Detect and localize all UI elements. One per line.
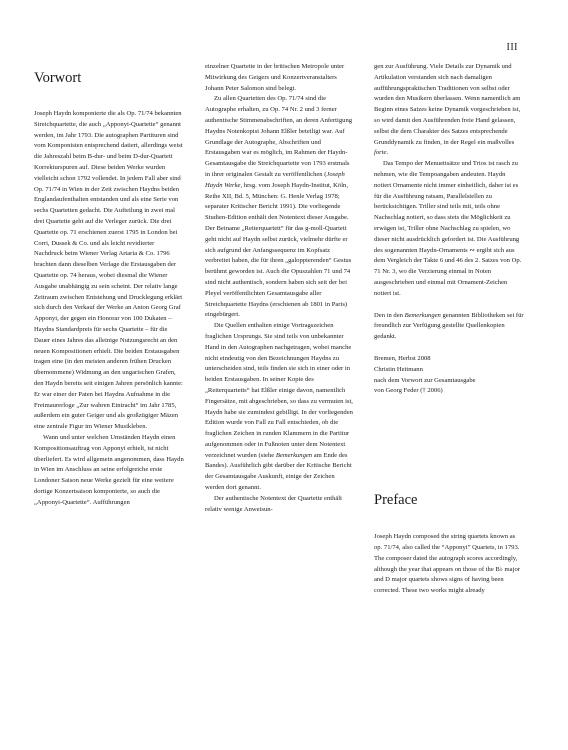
preface-title: Preface <box>374 492 418 509</box>
vorwort-title: Vorwort <box>34 70 82 86</box>
paragraph: einzelner Quartette in der britischen Metropole unter Mitwirkung des Geigers und Konzertveranstalters Johann Peter Salomon sind belegt. <box>205 63 345 92</box>
paragraph: Die Quellen enthalten einige Vortragszeichen fraglichen Ursprungs. Sie sind teils von unbekannter Hand in den Autographen nachgetragen, wobei manche nicht eindeutig von den Bezeichnungen Haydns zu unterscheiden sind, teils finden sie sich in einer oder in beiden Erstausgaben. In seiner Kopie des „Reiterquartetts“ hat Elßler einige davon, namentlich Fingersätze, mit abgeschrieben, so dass zu vermuten ist, Haydn habe sie zumindest gebilligt. In der vorliegenden Edition wurde von Fall zu Fall entschieden, ob die fraglichen Zeichen in runden Klammern in die Partitur aufgenommen oder in Fußnoten unter dem Notentext verzeichnet wurden (siehe Bemerkungen am Ende des Bandes). Ausführlich gibt darüber der Kritische Bericht der Gesamtausgabe Auskunft, einige der Zeichen werden dort genannt. <box>205 322 353 492</box>
paragraph: Das Tempo der Menuettsätze und Trios ist rasch zu nehmen, wie die Tempoangaben andeuten. Haydn notiert Ornamente nicht immer einheitlich, daher ist es für die Ausführung ratsam, Parallelstellen zu berücksichtigen. Triller sind teils mit, teils ohne Nachschlag notiert, so dass stets die Möglichkeit zu erwägen ist, Triller ohne Nachschlag zu spielen, wo dieser nicht ausdrücklich gefordert ist. Die Ausführung des sogenannten Haydn-Ornaments ∾ ergibt sich aus dem Vergleich der Takte 6 und 46 des 2. Satzes von Op. 71 Nr. 3, wo die Verzierung einmal in Noten ausgeschrieben und einmal mit Ornament-Zeichen notiert ist. <box>374 160 522 297</box>
signature-line: von Georg Feder († 2006) <box>374 387 443 395</box>
signature-line: Christin Heitmann <box>374 365 423 373</box>
paragraph: gen zur Ausführung. Viele Details zur Dynamik und Artikulation verstanden sich nach damaligen aufführungspraktischen Traditionen von selbst oder wurden den Musikern überlassen. Wenn namentlich am Beginn eines Satzes keine Dynamik vorgeschrieben ist, so wird damit den Ausführenden freie Hand gelassen, selbst die dem Charakter des Satzes entsprechende Grunddynamik zu finden, in der Regel ein maßvolles forte. <box>374 63 521 157</box>
paragraph: Der authentische Notentext der Quartette enthält relativ wenige Anweisun- <box>205 494 342 513</box>
column-2 <box>205 62 355 515</box>
signature-line: nach dem Vorwort zur Gesamtausgabe <box>374 376 476 384</box>
thanks-paragraph: Den in den Bemerkungen genannten Bibliotheken sei für freundlich zur Verfügung gestellte Quellenkopien gedankt. <box>374 311 524 341</box>
column-3 <box>374 62 524 597</box>
column-1-text <box>34 109 184 508</box>
column-1 <box>34 62 184 508</box>
signature-line: Bremen, Herbst 2008 <box>374 354 431 362</box>
paragraph: Joseph Haydn komponierte die als Op. 71/74 bekannten Streichquartette, die auch „Apponyi-Quartette“ genannt werden, im Jahr 1793. Die autographen Partituren sind vom Komponisten entsprechend datiert, allerdings weist die Jahreszahl beim B-dur- und beim D-dur-Quartett Korrekturspuren auf. Diese beiden Werke wurden vielleicht schon 1792 vollendet. In jedem Fall aber sind Op. 71/74 in Wien in der Zeit zwischen Haydns beiden Englandaufenthalten entstanden und als eine Serie von sechs Quartetten gedacht. Die Aufteilung in zwei mal drei Quartette geht auf die Verleger zurück. Die drei Quartette op. 71 erschienen zuerst 1795 in London bei Corri, Dussek & Co. und als leicht revidierter Nachdruck beim Wiener Verlag Artaria & Co. 1796 brachten dann dieselben Verlage die Erstausgaben der Quartette op. 74 heraus, wobei diesmal die Wiener Ausgabe unabhängig zu sein scheint. Der relativ lange Zeitraum zwischen Entstehung und Drucklegung erklärt sich durch den Verkauf der Werke an Anton Georg Graf Apponyi, der gegen ein Honorar von 100 Dukaten – Haydns Standardpreis für sechs Quartette – für die Dauer eines Jahres das alleinige Nutzungsrecht an den neuen Kompositionen erhielt. Die beiden Erstausgaben tragen eine (in den meisten anderen frühen Drucken übernommene) Widmung an den ungarischen Grafen, den Haydn bereits seit einigen Jahren persönlich kannte: Er war einer der Paten bei Haydns Aufnahme in die Freimaurerloge „Zur wahren Eintracht“ im Jahr 1785, außerdem ein guter Geiger und als großzügiger Mäzen eine zentrale Figur im Wiener Musikleben. <box>34 110 183 431</box>
preface-paragraph: Joseph Haydn composed the string quartets known as op. 71/74, also called the “Apponyi” Quartets, in 1793. The composer dated the autograph scores accordingly, although the year that appears on those of the B♭ major and D major quartets shows signs of having been corrected. These two works might already <box>374 533 520 595</box>
paragraph: Wann und unter welchen Umständen Haydn einen Kompositionsauftrag von Apponyi erhielt, ist nicht überliefert. Es wird allgemein angenommen, dass Haydn in Wien im Anschluss an seine erfolgreiche erste Londoner Saison neue Werke gezielt für eine weitere dortige Konzertsaison komponierte, so auch die „Apponyi-Quartette“. Aufführungen <box>34 433 184 506</box>
signature-block <box>374 354 524 397</box>
page-number: III <box>506 42 518 53</box>
paragraph: Zu allen Quartetten des Op. 71/74 sind die Autographe erhalten, zu Op. 74 Nr. 2 und 3 ferner authentische Stimmenabschriften, an deren Anfertigung Haydns Notenkopist Johann Elßler beteiligt war. Auf Grundlage der Autographe, Abschriften und Erstausgaben war es möglich, im Rahmen der Haydn-Gesamtausgabe die Streichquartette von 1793 erstmals in ihrer originalen Gestalt zu veröffentlichen (Joseph Haydn Werke, hrsg. vom Joseph Haydn-Institut, Köln, Reihe XII, Bd. 5, München: G. Henle Verlag 1978; separater Kritischer Bericht 1991). Die vorliegende Studien-Edition enthält den Notentext dieser Ausgabe. Der Beiname „Reiterquartett“ für das g-moll-Quartett geht nicht auf Haydn selbst zurück, vielmehr dürfte er sich aufgrund der Anfangssequenz im Kopfsatz verbreitet haben, die für ihren „galoppierenden“ Gestus berühmt geworden ist. Auch die Opuszahlen 71 und 74 sind nicht authentisch, sondern haben sich seit der bei Pleyel veröffentlichten Gesamtausgabe aller Streichquartette Haydns (erschienen ab 1801 in Paris) eingebürgert. <box>205 95 353 319</box>
